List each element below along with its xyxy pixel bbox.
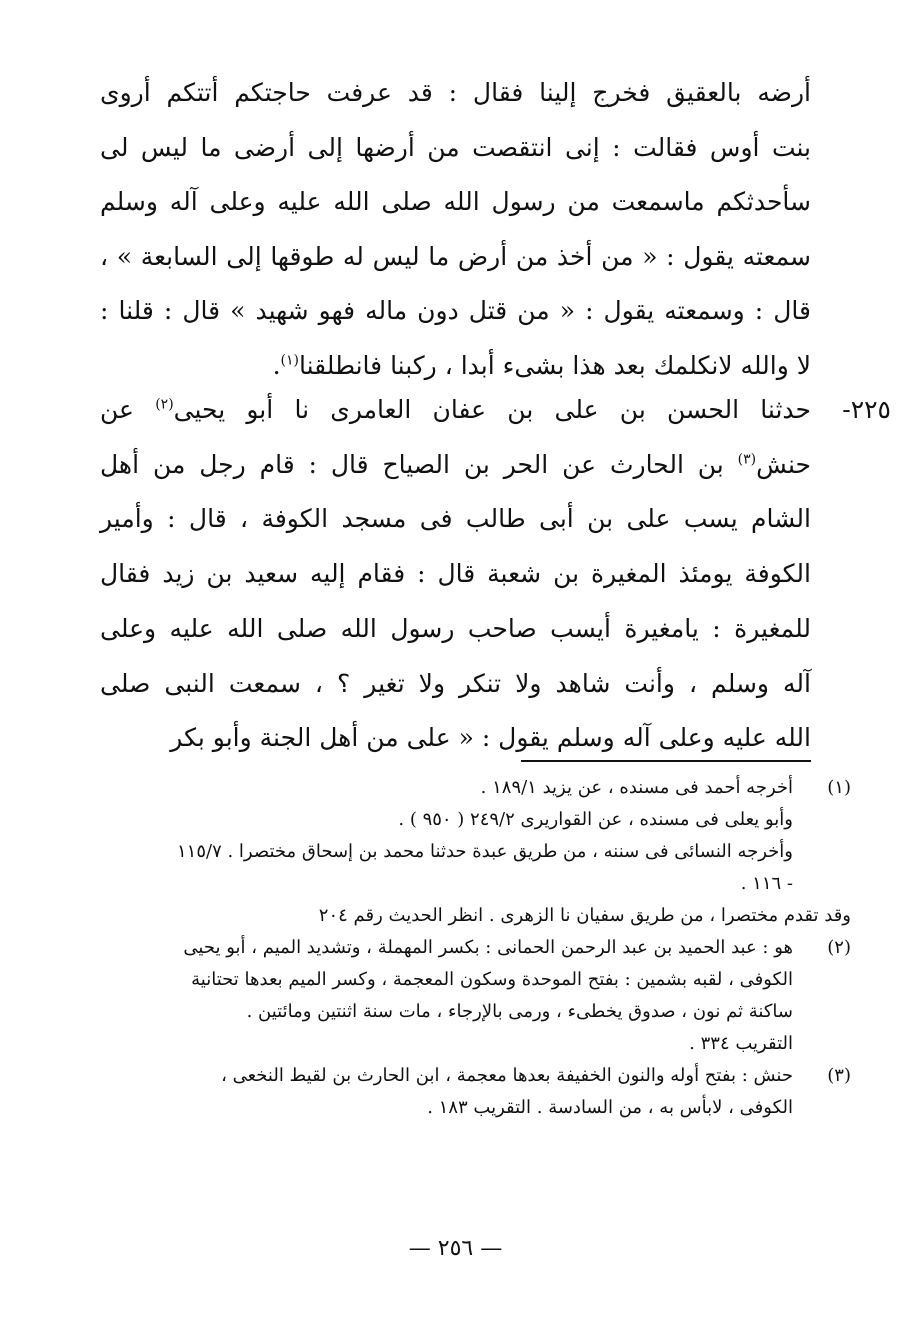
footnote-number: (٢) [827,937,851,958]
footnote-2 [100,932,851,1060]
hadith-line-text: حنش [756,449,811,479]
footnote-ref-3: (٣) [737,451,757,468]
hadith-line: للمغيرة : يامغيرة أيسب صاحب رسول الله صلى الله عليه وعلى [100,613,811,643]
main-text-block [100,66,811,393]
footnote-number: (١) [827,777,851,798]
hadith-line-text: عن [100,395,156,424]
footnote-line: هو : عبد الحميد بن عبد الرحمن الحمانى : بكسر المهملة ، وتشديد الميم ، أبو يحيى [183,937,793,958]
hadith-line: الله عليه وعلى آله وسلم يقول : « على من أهل الجنة وأبو بكر [170,723,811,753]
footnote-ref-1: (١) [280,352,299,369]
main-line: بنت أوس فقالت : إنى انتقصت من أرضها إلى أرضى ما ليس لى [100,132,811,162]
footnote-line: وأخرجه النسائى فى سننه ، من طريق عبدة حدثنا محمد بن إسحاق مختصرا . ١١٥/٧ [177,841,793,862]
page-number: — ٢٥٦ — [408,1236,503,1261]
hadith-line-text: بن الحارث عن الحر بن الصياح قال : قام رجل من أهل [100,449,738,479]
footnote-line: حنش : بفتح أوله والنون الخفيفة بعدها معجمة ، ابن الحارث بن لقيط النخعى ، [221,1065,793,1086]
footnote-line: التقريب ٣٣٤ . [689,1033,793,1054]
footnote-number: (٣) [827,1065,851,1086]
hadith-line [100,383,811,438]
footnote-ref-2: (٢) [155,396,174,413]
main-line: سمعته يقول : « من أخذ من أرض ما ليس له طوقها إلى السابعة » ، [100,241,811,271]
footnote-line: أخرجه أحمد فى مسنده ، عن يزيد ١٨٩/١ . [480,777,793,798]
footnote-1 [100,772,851,932]
footnote-line: وقد تقدم مختصرا ، من طريق سفيان نا الزهرى . انظر الحديث رقم ٢٠٤ [318,905,851,926]
footnote-line: وأبو يعلى فى مسنده ، عن القواريرى ٢٤٩/٢ ( ٩٥٠ ) . [398,809,793,830]
main-line-end: . [272,350,281,380]
main-line: سأحدثكم ماسمعت من رسول الله صلى الله عليه وعلى آله وسلم [100,187,811,216]
hadith-line: الكوفة يومئذ المغيرة بن شعبة قال : فقام إليه سعيد بن زيد فقال [100,559,811,589]
footnote-line: ساكنة ثم نون ، صدوق يخطىء ، ورمى بالإرجاء ، مات سنة اثنتين ومائتين . [246,1001,793,1022]
main-line-text: لا والله لانكلمك بعد هذا بشىء أبدا ، ركبنا فانطلقنا [299,350,811,380]
footnote-divider [521,760,811,762]
footnotes [100,772,851,1124]
hadith-line [100,438,811,493]
footnote-line: الكوفى ، لقبه بشمين : بفتح الموحدة وسكون المعجمة ، وكسر الميم بعدها تحتانية [191,969,793,990]
hadith-line: آله وسلم ، وأنت شاهد ولا تنكر ولا تغير ؟ ، سمعت النبى صلى [100,668,811,698]
footnote-3 [100,1060,851,1124]
main-line: قال : وسمعته يقول : « من قتل دون ماله فهو شهيد » قال : قلنا : [100,296,811,325]
main-line: أرضه بالعقيق فخرج إلينا فقال : قد عرفت حاجتكم أتتكم أروى [100,78,811,107]
hadith-225 [100,383,891,766]
hadith-line: الشام يسب على بن أبى طالب فى مسجد الكوفة ، قال : وأمير [100,504,811,534]
footnote-line: - ١١٦ . [740,873,793,894]
hadith-number: ٢٢٥- [842,395,891,424]
footnote-line: الكوفى ، لابأس به ، من السادسة . التقريب ١٨٣ . [427,1097,793,1118]
hadith-line-text: حدثنا الحسن بن على بن عفان العامرى نا أبو يحيى [173,395,811,424]
